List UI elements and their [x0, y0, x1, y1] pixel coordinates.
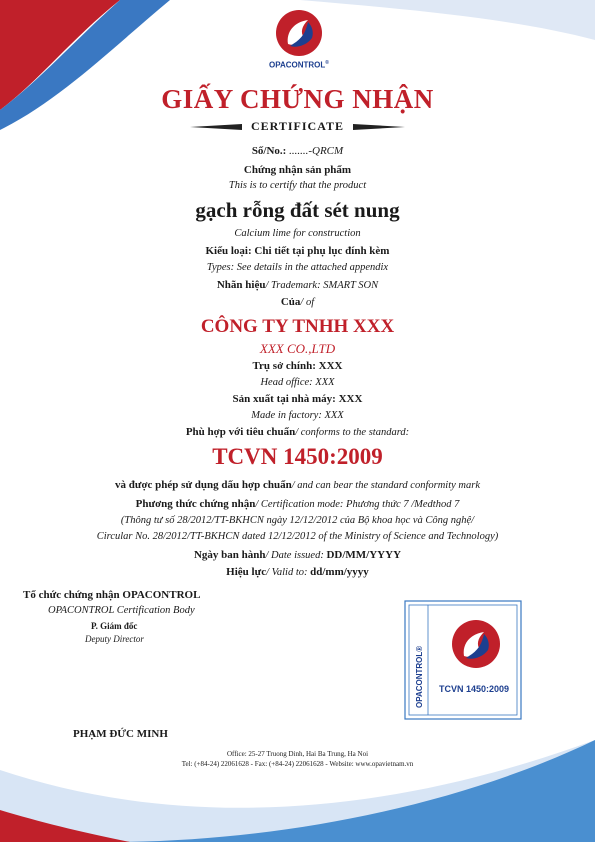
signer-name: PHẠM ĐỨC MINH — [73, 728, 168, 740]
product-intro-en: This is to certify that the product — [228, 180, 367, 191]
factory-en: Made in factory: XXX — [251, 410, 344, 421]
trademark: Nhãn hiệu/ Trademark: SMART SON — [216, 279, 379, 291]
factory-vi: Sản xuất tại nhà máy: XXX — [232, 393, 363, 405]
date-issued: Ngày ban hành/ Date issued: DD/MM/YYYY — [193, 549, 402, 561]
circular-vi: (Thông tư số 28/2012/TT-BKHCN ngày 12/12/2012 của Bộ khoa học và Công nghệ/ — [120, 515, 475, 526]
signer-title-en: Deputy Director — [85, 634, 144, 644]
product-intro-vi: Chứng nhận sản phẩm — [243, 164, 352, 176]
product-name-en: Calcium lime for construction — [234, 228, 361, 239]
mark-logo-icon — [452, 620, 500, 668]
conformity-mark — [404, 600, 522, 720]
brand-name: OPACONTROL® — [269, 60, 329, 70]
footer-contact: Tel: (+84-24) 22061628 - Fax: (+84-24) 22061628 - Website: www.opavietnam.vn — [181, 760, 414, 768]
certification-mode: Phương thức chứng nhận/ Certification mode: Phương thức 7 /Medthod 7 — [135, 498, 460, 510]
head-office-en: Head office: XXX — [260, 377, 335, 388]
mark-brand-text: OPACONTROL® — [415, 645, 424, 708]
conforms-line: Phù hợp với tiêu chuẩn/ conforms to the standard: — [185, 426, 410, 438]
top-right-light-wave — [300, 0, 595, 40]
types-en: Types: See details in the attached appendix — [206, 262, 389, 273]
brand-logo — [268, 8, 330, 74]
circular-en: Circular No. 28/2012/TT-BKHCN dated 12/12/2012 of the Ministry of Science and Technology) — [96, 531, 499, 542]
valid-to: Hiệu lực/ Valid to: dd/mm/yyyy — [226, 566, 369, 578]
permitted-line: và được phép sử dụng dấu hợp chuẩn/ and can bear the standard conformity mark — [114, 479, 481, 491]
standard-code: TCVN 1450:2009 — [212, 444, 383, 469]
cert-body-en: OPACONTROL Certification Body — [48, 605, 195, 616]
page-title: GIẤY CHỨNG NHẬN — [161, 84, 434, 114]
opacontrol-logo-icon — [274, 8, 324, 58]
company-name-en: XXX CO.,LTD — [259, 341, 336, 356]
mark-standard-text: TCVN 1450:2009 — [438, 684, 510, 694]
product-name: gạch rỗng đất sét nung — [195, 198, 400, 222]
cert-body-vi: Tổ chức chứng nhận OPACONTROL — [23, 589, 201, 601]
company-name-vi: CÔNG TY TNHH XXX — [200, 316, 395, 337]
types-vi: Kiểu loại: Chi tiết tại phụ lục đính kèm — [205, 245, 390, 257]
page-subtitle: CERTIFICATE — [250, 119, 345, 133]
of-line: Của/ of — [280, 296, 315, 308]
footer-office: Office: 25-27 Truong Dinh, Hai Ba Trung, Ha Noi — [226, 750, 369, 758]
certificate-number: Số/No.: .......-QRCM — [251, 145, 344, 157]
signer-title-vi: P. Giám đốc — [91, 621, 138, 631]
head-office-vi: Trụ sở chính: XXX — [252, 360, 343, 372]
